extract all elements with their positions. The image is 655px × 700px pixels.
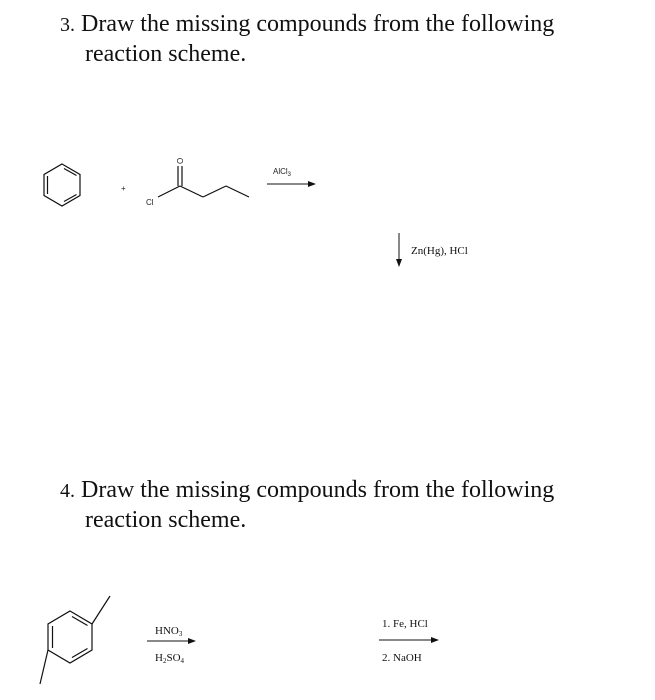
chlorine-label: Cl — [146, 198, 154, 207]
reagent-hno3: HNO3 — [155, 625, 183, 638]
plus-sign: + — [121, 184, 126, 193]
benzene-structure — [44, 164, 80, 206]
carbonyl-oxygen-label: O — [176, 157, 185, 164]
reagent-fe-hcl: 1. Fe, HCl — [382, 618, 428, 630]
butanoyl-chloride-structure — [158, 166, 249, 197]
reagent-alcl3: AlCl$_3$ — [273, 167, 292, 178]
reagent-zn-hg-hcl: Zn(Hg), HCl — [411, 245, 468, 257]
reagent-h2so4: H2SO4 — [155, 652, 185, 665]
question-3-line2: reaction scheme. — [85, 41, 247, 67]
question-4-line1: Draw the missing compounds from the following — [81, 477, 555, 503]
question-4-number: 4. — [60, 480, 75, 502]
question-3-line1: Draw the missing compounds from the following — [81, 11, 555, 37]
reagent-naoh: 2. NaOH — [382, 652, 422, 664]
question-3-number: 3. — [60, 14, 75, 36]
question-4-line2: reaction scheme. — [85, 507, 247, 533]
xylene-structure — [40, 596, 110, 684]
